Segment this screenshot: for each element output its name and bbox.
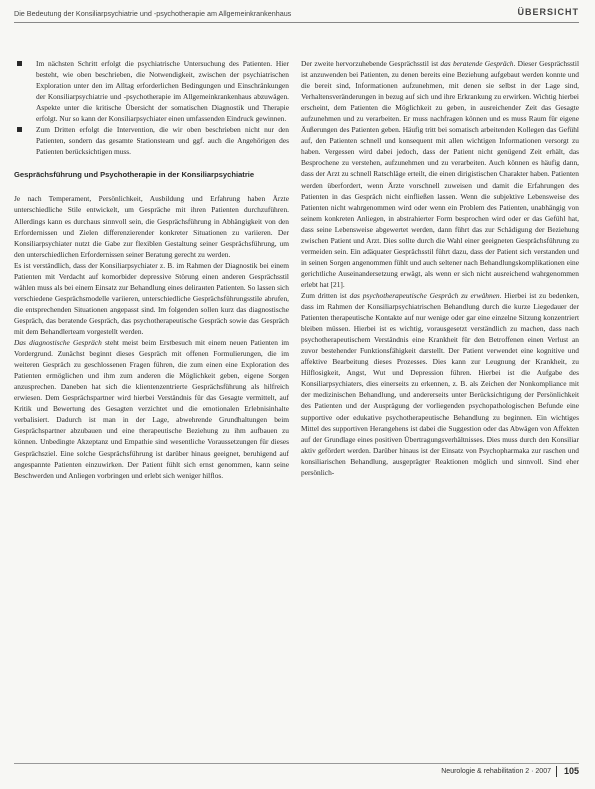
paragraph-text: . Hierbei ist zu bedenken, dass im Rahmen der Konsiliarpsychiatrischen Behandlung durch die kurze Liegedauer der Patienten therapeutische Kontakte auf nur wenige oder gar eine einzelne Sitzung konzentriert bleiben müssen. Hierbei ist es wichtig, vorausgesetzt verständlich zu machen, dass nach psychotherapeutischem Verständnis eine Krankheit für den Betroffenen einen Verlust an zuvor bestehender Funktionsfähigkeit darstellt. Der Patient verwendet eine kognitive und affektive Bearbeitung dieses Prozesses. Dies kann zur Leugnung der Krankheit, zu Hilflosigkeit, Angst, Wut und Depression führen. Hierbei ist die Aufgabe des Konsiliarpsychiaters, dies einerseits zu erkennen, z. B. als Zeichen der Nonkompliance mit der medizinischen Behandlung, und andererseits unter Berücksichtigung der Persönlichkeit des Patienten und der Ausprägung der vorliegenden psychopathologischen Befunde eine supportive oder edukative psychotherapeutische Behandlung zu beginnen. Ein wichtiges Mittel des supportiven Herangehens ist dabei die Suggestion oder das Abwägen von Affekten auf der Grundlage eines positiven Übertragungsverhältnisses. Dies muss durch den Konsiliar aktiv gefördert werden. Darüber hinaus ist der Einsatz von Psychopharmaka zur raschen und konsiliarischen Behandlung, ausgeprägter Reaktionen möglich und sinnvoll. Sind eher persönlich- (301, 290, 579, 477)
paragraph-text: Zum dritten ist (301, 290, 350, 300)
bullet-item (14, 124, 289, 157)
right-column (301, 58, 579, 478)
emphasis-term: das psychotherapeutische Gespräch zu erwähnen (349, 290, 500, 300)
emphasis-term: das beratende Gespräch (440, 59, 514, 68)
bullet-item (14, 58, 289, 124)
header-rule (14, 22, 579, 23)
bullet-text: Im nächsten Schritt erfolgt die psychiatrische Untersuchung des Patienten. Hier besteht, wie oben beschrieben, die Notwendigkeit, zwischen der psychiatrischen Exploration unter den im Alltag erforderlichen Bedingungen und Einschränkungen der Konsiliarpsychiatrie und -psychotherapie im Allgemeinkrankenhaus abzuwägen. Aspekte unter die kritische Übersicht der somatischen Diagnostik und Therapie erfolgt. Nur so kann der Konsiliarpsychiater einen umfassenden Eindruck gewinnen. (36, 59, 289, 124)
journal-citation: Neurologie & rehabilitation 2 · 2007 (441, 768, 551, 775)
body-paragraph (14, 337, 289, 481)
left-column (14, 58, 289, 481)
paragraph-text: steht meist beim Erstbesuch mit einem neuen Patienten im Vordergrund. Zunächst beginnt dieses Gespräch mit offenen Formulierungen, die im weiteren Gespräch zu geschlossenen Fragen führen, die zum einen eine Exploration des Patienten ermöglichen und ihm zum anderen die Möglichkeit geben, eigene Sorgen anzusprechen. Daneben hat sich die klientenzentrierte Gesprächsführung als hilfreich erwiesen. Dem Gesprächspartner wird hierbei Verständnis für das Gesagte vermittelt, auf Kritik und Bewertung des Gesagten verzichtet und die emotionalen Erlebnisinhalte verbalisiert. Dadurch ist man in der Lage, abwehrende Grundhaltungen beim Gesprächspartner abzubauen und eine therapeutische Beziehung zu ihm aufbauen zu können. Unbedingte Akzeptanz und Empathie sind wesentliche Voraussetzungen für dieses Gesprächsziel. Eine solche Gesprächsführung ist darüber hinaus geeignet, beruhigend auf angespannte Patienten einzuwirken. Der Patient fühlt sich ernst genommen, kann seine Beschwerden und Anliegen vorbringen und erlebt sich weniger hilflos. (14, 338, 289, 480)
body-paragraph (301, 290, 579, 478)
footer-separator (556, 766, 557, 777)
running-head-title: Die Bedeutung der Konsiliarpsychiatrie und -psychotherapie am Allgemeinkrankenhaus (14, 9, 292, 18)
paragraph-text: Der zweite hervorzuhebende Gesprächsstil ist (301, 59, 441, 68)
square-bullet-icon (17, 127, 22, 132)
page-footer (14, 763, 579, 779)
page-number: 105 (563, 766, 579, 776)
section-heading: Gesprächsführung und Psychotherapie in der Konsiliarpsychiatrie (14, 170, 255, 180)
section-label: ÜBERSICHT (517, 7, 579, 17)
body-paragraph (301, 58, 579, 290)
emphasis-term: Das diagnostische Gespräch (14, 338, 102, 348)
paragraph-text: . Dieser Gesprächsstil ist anzuwenden bei Patienten, zu denen bereits eine Beziehung aufgebaut werden konnte und die bereit sind, Informationen aufzunehmen, mit denen sie selbst in der Lage sind, Verhaltensveränderungen in bezug auf sich und ihre Erkrankung zu erwirken. Wichtig hierbei erscheint, dem Patienten die Möglichkeit zu geben, in ausreichender Zeit das Gesagte aufzunehmen und zu verarbeiten. Er muss nachfragen können und es muss Raum für eigene Äußerungen des Patienten geben. Häufig tritt bei somatisch arbeitenden Kollegen das Gefühl auf, den Patienten schnell und konsequent mit allen wichtigen Informationen versorgt zu haben. Vergessen wird dabei jedoch, dass der Patient nicht genügend Zeit erhält, das Besprochene zu verstehen, aufzunehmen und zu verarbeiten. Auch können es häufig dann, dass der Arzt zu schnell Ratschläge erteilt, die einen dirigistischen Charakter haben. Patienten werden überfordert, wenn Ärzte vorschnell zuweisen und damit die Erfahrungen des Patienten in das Gespräch nicht einfließen lassen. Wenn die subjektive Lebensweise des Patienten nicht wahrgenommen wird oder wenn ein Problem des Patienten, unabhängig von seinem konkreten Anliegen, in abstrahierter Form besprochen wird oder er das Gefühl hat, dass seine Lebensweise abgewertet werden, dann führt das zur Schädigung der Beziehung zwischen Patient und Arzt. Dies sollte durch die Wahl einer geeigneten Gesprächsführung zu vermeiden sein. Ein adäquater Gesprächsstil führt dazu, dass der Patient sich verstanden und in seinen Sorgen angenommen fühlt und auch seltener nach Behandlungskomplikationen eine gerichtliche Auseinandersetzung erwägt, als wenn er sich nicht ausreichend wahrgenommen erlebt hat [21]. (301, 59, 579, 289)
footer-rule (14, 763, 579, 764)
bullet-text: Zum Dritten erfolgt die Intervention, die wir oben beschrieben nicht nur den Patienten, sondern das gesamte Stationsteam und ggf. auch die Angehörigen des Patienten berücksichtigen muss. (36, 125, 289, 157)
square-bullet-icon (17, 61, 22, 66)
body-paragraph: Es ist verständlich, dass der Konsiliarpsychiater z. B. im Rahmen der Diagnostik bei einem Patienten mit Verdacht auf komorbider depressive Störung einen anderen Gesprächsstil wählen muss als bei einem Einsatz zur Behandlung eines delirанten Patienten. So lassen sich verschiedene Gesprächsmodelle variieren, unterschiedliche Gesprächsführungsstile abrufen, die entsprechenden Situationen angepasst sind. Im folgenden sollen kurz das diagnostische Gespräch, das beratende Gespräch, das psychotherapeutische Gespräch sowie das Gespräch mit dem Behandlerteam vorgestellt werden. (14, 260, 289, 336)
running-head (14, 7, 579, 21)
body-paragraph: Je nach Temperament, Persönlichkeit, Ausbildung und Erfahrung haben Ärzte unterschiedliche Stile entwickelt, um Gespräche mit ihren Patienten durchzuführen. Allerdings kann es durchaus sinnvoll sein, die Gesprächsführung in Abhängigkeit von den Erfordernissen und Zielen differenzierender konkreter Situationen zu variieren. Der Konsiliarpsychiater nutzt die Gabe zur flexiblen Gestaltung seiner Gesprächsführung, um den unterschiedlichen Erfordernissen seiner Beratung gerecht zu werden. (14, 194, 289, 259)
